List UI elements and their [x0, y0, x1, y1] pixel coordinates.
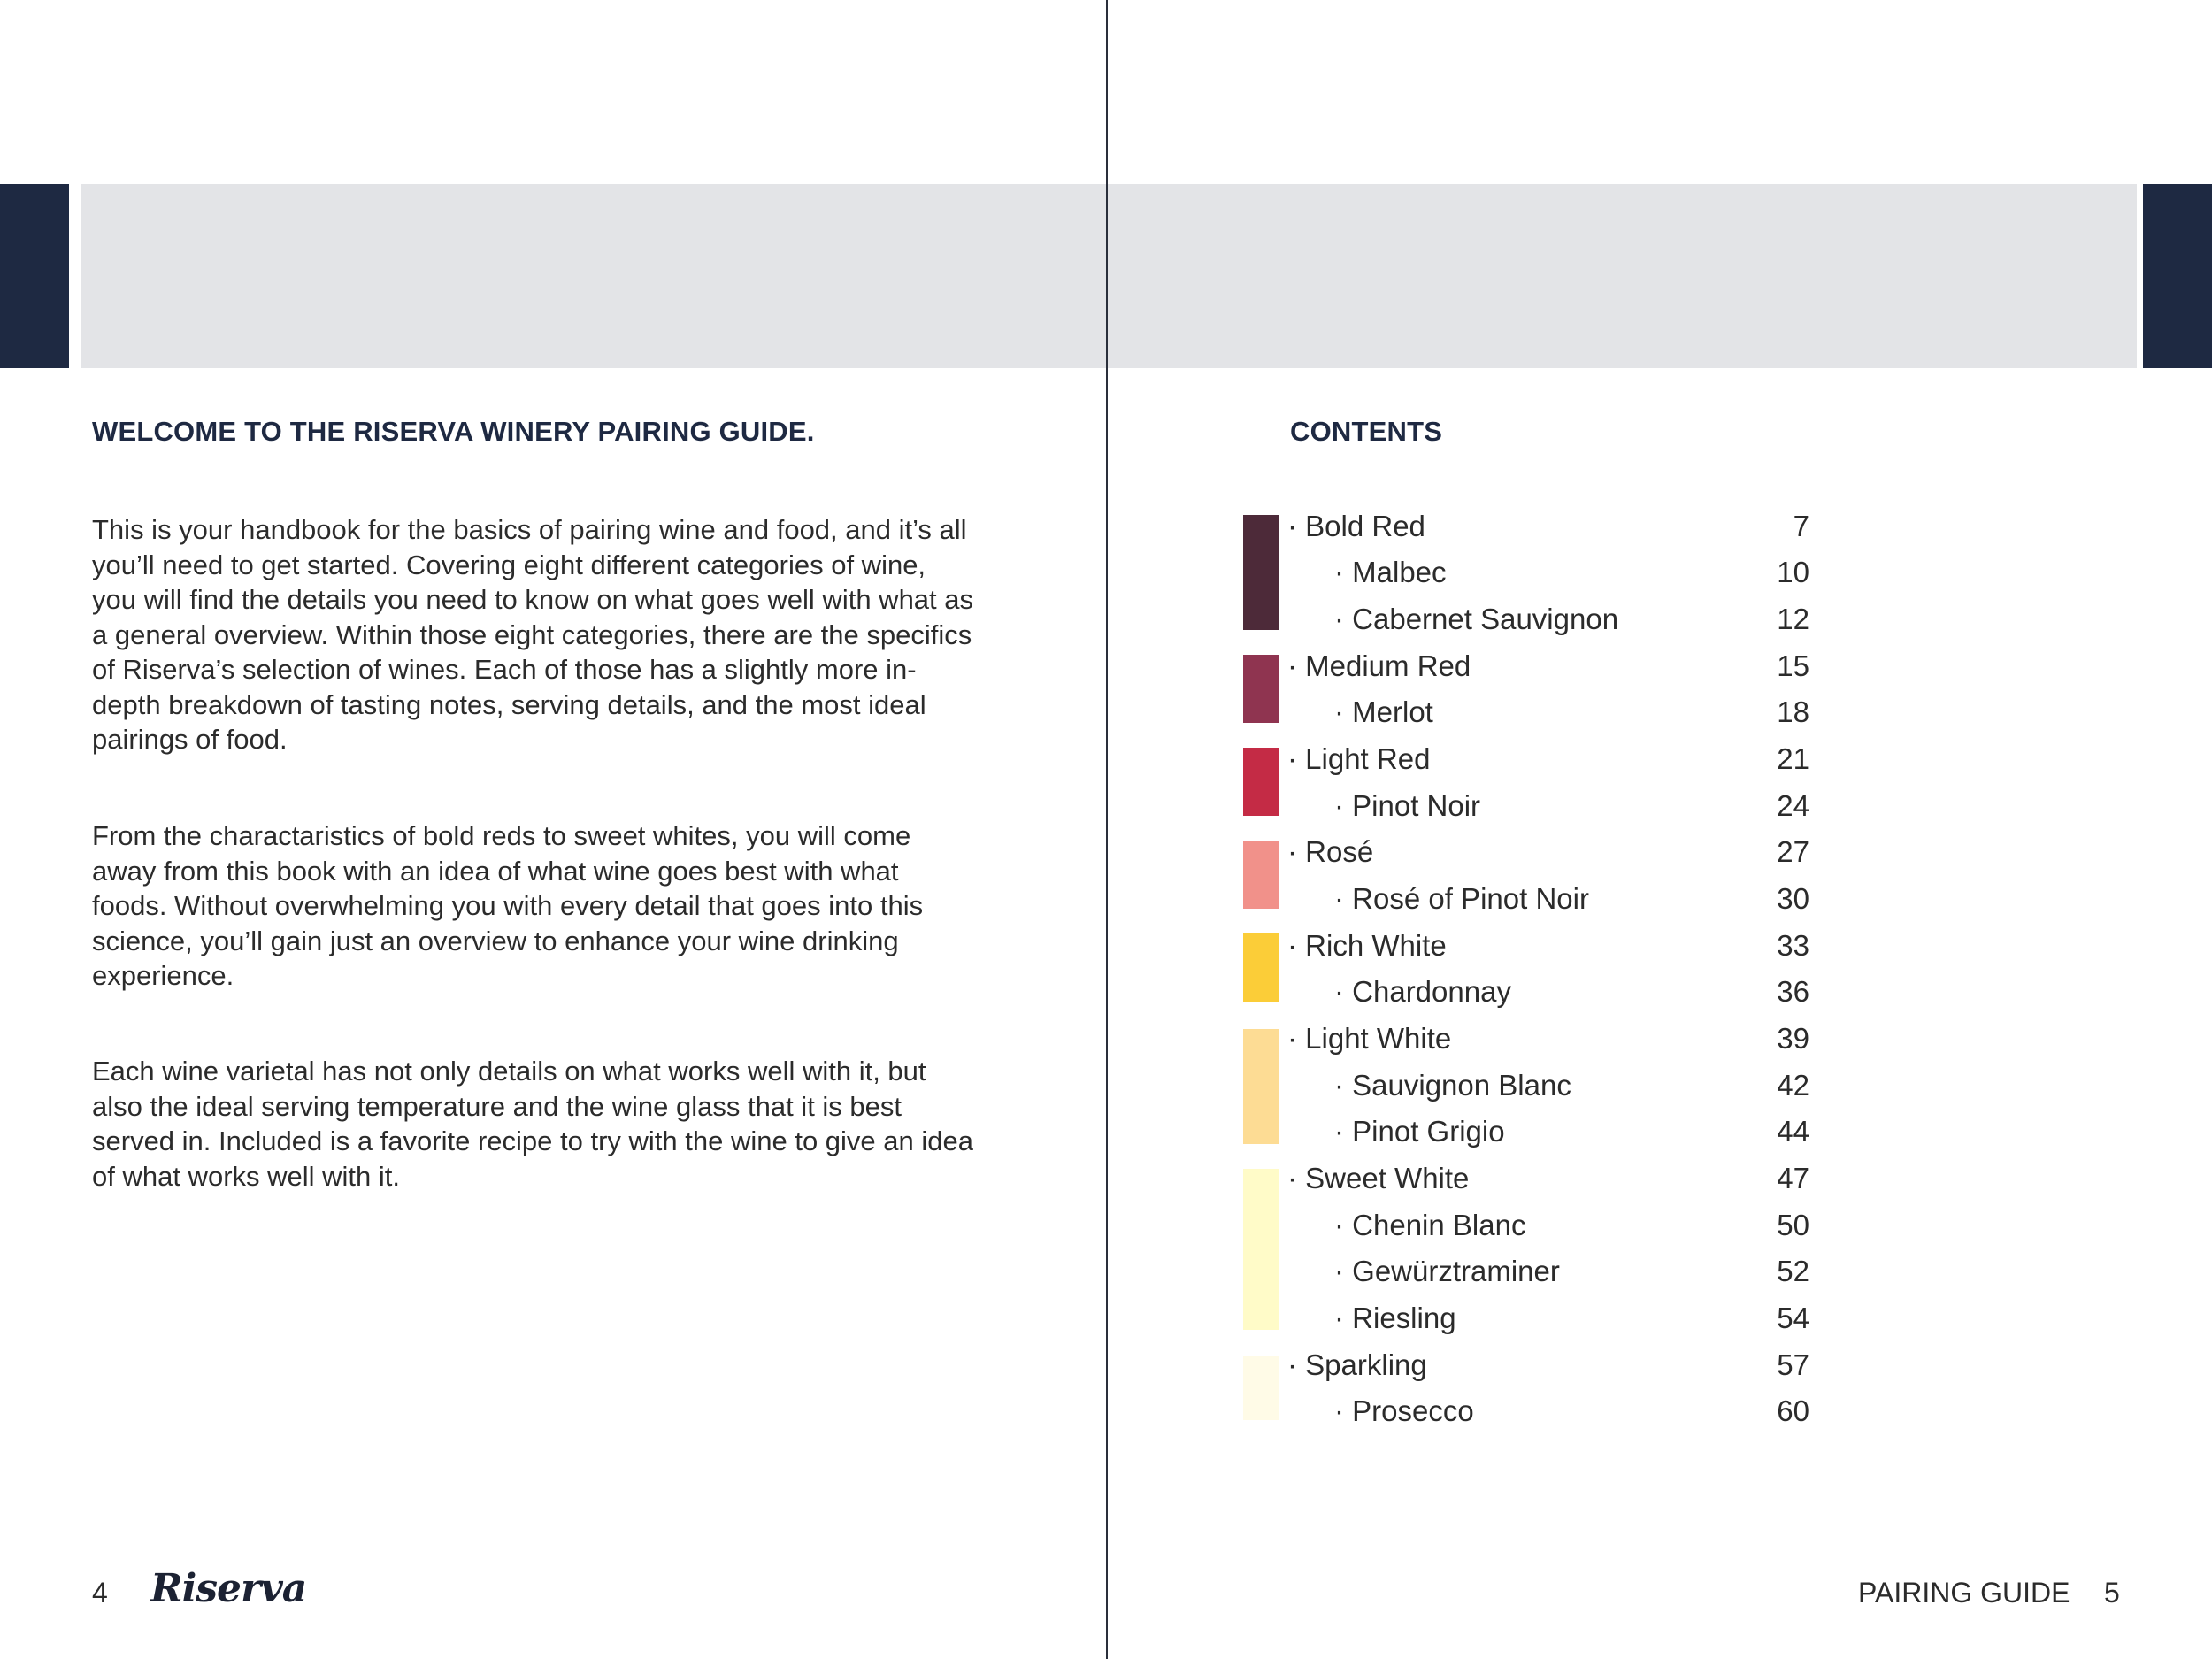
toc-item-rose[interactable]: [1287, 829, 1809, 875]
toc-label: · Chenin Blanc: [1334, 1209, 1526, 1241]
category-swatch-light-red: [1243, 748, 1279, 816]
toc-item-rose-of-pinot-noir[interactable]: [1287, 876, 1809, 922]
category-swatch-rose: [1243, 841, 1279, 909]
toc-label: · Malbec: [1334, 556, 1447, 588]
toc-item-sweet-white[interactable]: [1287, 1156, 1809, 1202]
pairing-guide-footer-label: PAIRING GUIDE: [1858, 1577, 2070, 1609]
toc-item-light-white[interactable]: [1287, 1016, 1809, 1062]
toc-page-number: 39: [1777, 1022, 1809, 1055]
toc-page-number: 42: [1777, 1069, 1809, 1102]
toc-label: · Medium Red: [1287, 649, 1471, 682]
header-band-right: [1108, 184, 2137, 368]
toc-item-pinot-grigio[interactable]: [1287, 1109, 1809, 1155]
category-swatch-sparkling: [1243, 1356, 1279, 1420]
left-page-number: 4: [92, 1577, 108, 1609]
intro-paragraph-3: Each wine varietal has not only details on what works well with it, but also the ideal serving temperature and the wine glass that it is best served in. Included is a favorite recipe to try with the wine to give an idea of what works well with it.: [92, 1056, 973, 1192]
toc-page-number: 7: [1793, 510, 1809, 542]
toc-page-number: 24: [1777, 789, 1809, 822]
right-page-number: 5: [2104, 1577, 2120, 1609]
toc-item-cabernet-sauvignon[interactable]: [1287, 596, 1809, 642]
toc-page-number: 33: [1777, 929, 1809, 962]
toc-page-number: 44: [1777, 1115, 1809, 1148]
toc-page-number: 57: [1777, 1348, 1809, 1381]
toc-item-merlot[interactable]: [1287, 689, 1809, 735]
toc-page-number: 30: [1777, 882, 1809, 915]
toc-label: · Rosé of Pinot Noir: [1334, 882, 1589, 915]
toc-item-rich-white[interactable]: [1287, 923, 1809, 969]
toc-label: · Riesling: [1334, 1302, 1456, 1334]
toc-label: · Light White: [1287, 1022, 1452, 1055]
toc-label: · Sweet White: [1287, 1162, 1470, 1194]
toc-page-number: 18: [1777, 695, 1809, 728]
toc-item-sauvignon-blanc[interactable]: [1287, 1063, 1809, 1109]
toc-item-chenin-blanc[interactable]: [1287, 1202, 1809, 1248]
toc-label: · Rosé: [1287, 835, 1374, 868]
category-swatch-sweet-white: [1243, 1169, 1279, 1330]
toc-label: · Sauvignon Blanc: [1334, 1069, 1571, 1102]
category-swatch-light-white: [1243, 1029, 1279, 1144]
toc-page-number: 50: [1777, 1209, 1809, 1241]
toc-page-number: 27: [1777, 835, 1809, 868]
left-navy-tab: [0, 184, 69, 368]
toc-page-number: 12: [1777, 603, 1809, 635]
riserva-logo: Riserva: [150, 1566, 307, 1611]
toc-label: · Pinot Noir: [1334, 789, 1481, 822]
header-band-left: [81, 184, 1106, 368]
toc-item-riesling[interactable]: [1287, 1295, 1809, 1341]
toc-label: · Pinot Grigio: [1334, 1115, 1505, 1148]
toc-item-malbec[interactable]: [1287, 549, 1809, 595]
toc-item-light-red[interactable]: [1287, 736, 1809, 782]
toc-item-gewurztraminer[interactable]: [1287, 1248, 1809, 1294]
category-swatch-rich-white: [1243, 933, 1279, 1002]
toc-label: · Merlot: [1334, 695, 1433, 728]
toc-label: · Prosecco: [1334, 1394, 1474, 1427]
toc-item-medium-red[interactable]: [1287, 643, 1809, 689]
toc-label: · Chardonnay: [1334, 975, 1511, 1008]
welcome-heading: WELCOME TO THE RISERVA WINERY PAIRING GUIDE.: [92, 416, 815, 447]
toc-label: · Rich White: [1287, 929, 1447, 962]
toc-item-chardonnay[interactable]: [1287, 969, 1809, 1015]
toc-label: · Cabernet Sauvignon: [1334, 603, 1619, 635]
toc-label: · Light Red: [1287, 742, 1431, 775]
toc-page-number: 60: [1777, 1394, 1809, 1427]
toc-item-prosecco[interactable]: [1287, 1388, 1809, 1434]
toc-item-sparkling[interactable]: [1287, 1342, 1809, 1388]
toc-label: · Gewürztraminer: [1334, 1255, 1560, 1287]
contents-heading: CONTENTS: [1290, 416, 1443, 447]
toc-item-pinot-noir[interactable]: [1287, 783, 1809, 829]
toc-page-number: 47: [1777, 1162, 1809, 1194]
toc-page-number: 21: [1777, 742, 1809, 775]
toc-page-number: 15: [1777, 649, 1809, 682]
toc-page-number: 54: [1777, 1302, 1809, 1334]
intro-paragraph-1: This is your handbook for the basics of pairing wine and food, and it’s all you’ll need to get started. Covering eight different categories of wine, you will find the details you need to know on what goes well with what as a general overview. Within those eight categories, there are the specifics of Riserva’s selection of wines. Each of those has a slightly more in-depth breakdown of tasting notes, serving details, and the most ideal pairings of food.: [92, 514, 974, 755]
toc-page-number: 52: [1777, 1255, 1809, 1287]
toc-page-number: 10: [1777, 556, 1809, 588]
right-navy-tab: [2143, 184, 2212, 368]
category-swatch-bold-red: [1243, 515, 1279, 630]
toc-label: · Sparkling: [1287, 1348, 1427, 1381]
toc-label: · Bold Red: [1287, 510, 1425, 542]
intro-paragraph-2: From the charactaristics of bold reds to sweet whites, you will come away from this book with an idea of what wine goes best with what foods. Without overwhelming you with every detail that goes into this science, you’ll gain just an overview to enhance your wine drinking experience.: [92, 820, 924, 991]
category-swatch-medium-red: [1243, 655, 1279, 723]
toc-page-number: 36: [1777, 975, 1809, 1008]
toc-item-bold-red[interactable]: [1287, 503, 1809, 549]
